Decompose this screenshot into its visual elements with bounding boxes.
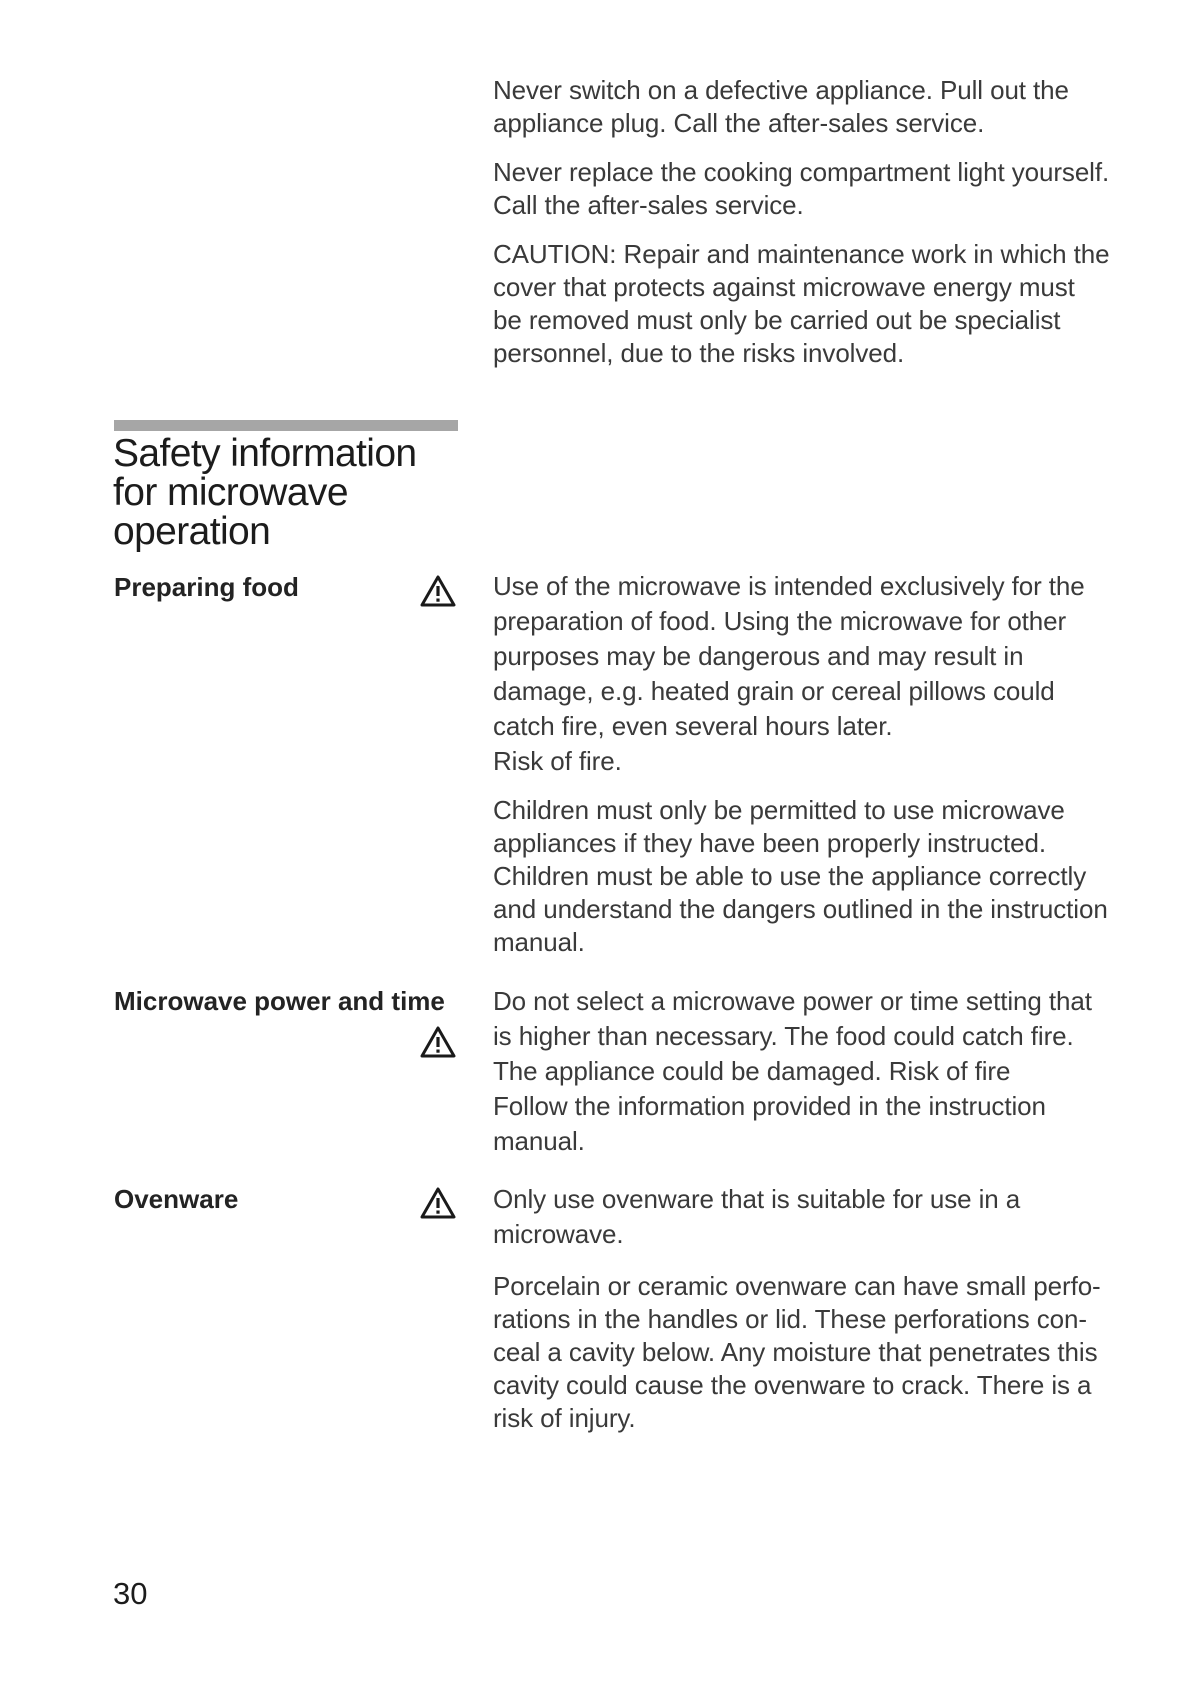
preparing-food-paragraph [493,569,1143,779]
text-line: The appliance could be damaged. Risk of fire [493,1056,1011,1086]
subheading-microwave-power-time: Microwave power and time [114,986,445,1016]
text-line: appliances if they have been properly instructed. [493,828,1046,858]
text-line: Only use ovenware that is suitable for use in a [493,1184,1021,1214]
ovenware-text [493,1182,1143,1435]
text-line: purposes may be dangerous and may result in [493,641,1024,671]
power-time-text [493,984,1143,1159]
text-line: cover that protects against microwave energy must [493,272,1075,302]
text-line: rations in the handles or lid. These perforations con- [493,1304,1087,1334]
section-title [113,434,417,551]
intro-text [493,74,1143,370]
preparing-food-text [493,569,1143,959]
intro-paragraph [493,238,1143,370]
text-line: damage, e.g. heated grain or cereal pillows could [493,676,1055,706]
text-line: personnel, due to the risks involved. [493,338,905,368]
text-line: Never replace the cooking compartment light yourself. [493,157,1110,187]
text-line: Children must only be permitted to use microwave [493,795,1065,825]
ovenware-paragraph [493,1270,1143,1435]
text-line: appliance plug. Call the after-sales service. [493,108,985,138]
text-line: and understand the dangers outlined in the instruction [493,894,1108,924]
text-line: Children must be able to use the appliance correctly [493,861,1087,891]
section-title-line: Safety information [113,432,417,475]
text-line: manual. [493,1126,585,1156]
text-line: risk of injury. [493,1403,636,1433]
text-line: be removed must only be carried out be specialist [493,305,1061,335]
warning-triangle-icon [419,1186,457,1220]
preparing-food-paragraph [493,794,1143,959]
section-divider-bar [114,420,458,431]
text-line: ceal a cavity below. Any moisture that penetrates this [493,1337,1098,1367]
text-line: Risk of fire. [493,746,622,776]
text-line: Do not select a microwave power or time setting that [493,986,1092,1016]
text-line: Call the after-sales service. [493,190,804,220]
warning-triangle-icon [419,574,457,608]
text-line: microwave. [493,1219,624,1249]
text-line: Porcelain or ceramic ovenware can have small perfo- [493,1271,1101,1301]
section-title-line: for microwave [113,471,348,514]
text-line: CAUTION: Repair and maintenance work in which the [493,239,1110,269]
text-line: manual. [493,927,585,957]
power-time-paragraph [493,984,1143,1159]
intro-paragraph [493,74,1143,140]
text-line: catch fire, even several hours later. [493,711,893,741]
page-number: 30 [113,1576,148,1611]
text-line: Follow the information provided in the instruction [493,1091,1046,1121]
warning-triangle-icon [419,1025,457,1059]
text-line: Use of the microwave is intended exclusively for the [493,571,1085,601]
text-line: Never switch on a defective appliance. Pull out the [493,75,1069,105]
subheading-preparing-food: Preparing food [114,572,299,602]
text-line: preparation of food. Using the microwave for other [493,606,1067,636]
text-line: is higher than necessary. The food could catch fire. [493,1021,1074,1051]
intro-paragraph [493,156,1143,222]
section-title-line: operation [113,510,271,553]
ovenware-paragraph [493,1182,1143,1252]
subheading-ovenware: Ovenware [114,1184,239,1214]
text-line: cavity could cause the ovenware to crack. There is a [493,1370,1092,1400]
